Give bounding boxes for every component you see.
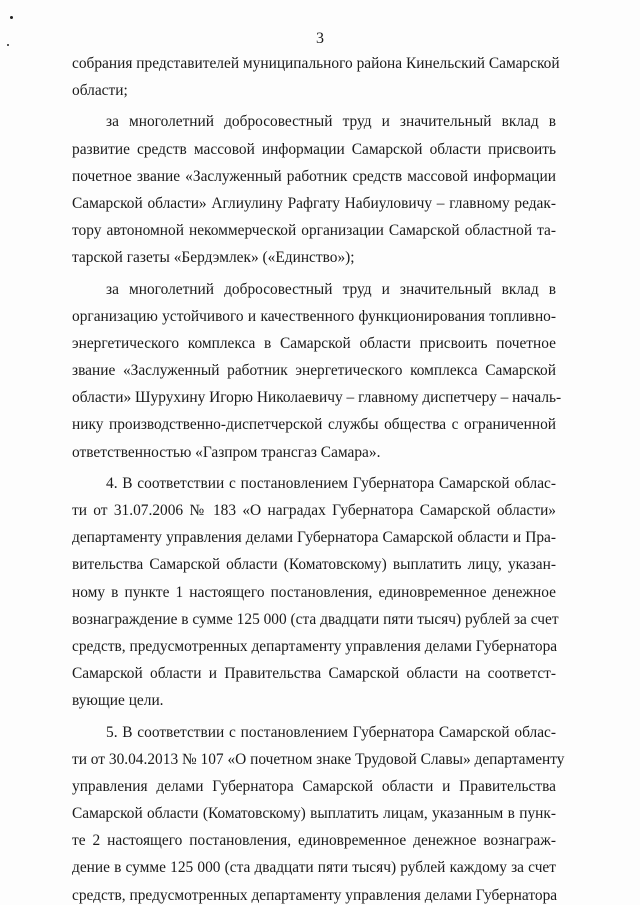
text-line: ти от 31.07.2006 № 183 «О наградах Губернатора Самарской области» — [72, 502, 556, 519]
paragraph — [72, 108, 556, 271]
text-line: области; — [72, 82, 128, 100]
text-line: средств, предусмотренных департаменту управления делами Губернатора — [72, 886, 558, 904]
paragraph — [72, 470, 559, 715]
text-line: за многолетний добросовестный труд и значительный вклад в — [106, 113, 556, 131]
text-line: Самарской области и Правительства Самарской области на соответст- — [72, 665, 556, 683]
text-line: почетное звание «Заслуженный работник средств массовой информации — [72, 167, 556, 185]
scan-speck — [10, 16, 13, 19]
text-line: те 2 настоящего постановления, единовременное денежное вознаграж- — [72, 832, 556, 850]
text-line: департаменту управления делами Губернатора Самарской области и Пра- — [72, 529, 556, 547]
page-number: 3 — [316, 30, 324, 47]
text-line: тарской газеты «Бердэмлек» («Единство»); — [72, 249, 355, 267]
text-line: вознаграждение в сумме 125 000 (ста двадцати пяти тысяч) рублей за счет — [72, 610, 559, 628]
text-line: дение в сумме 125 000 (ста двадцати пяти тысяч) рублей каждому за счет — [72, 859, 556, 877]
paragraph — [72, 276, 562, 466]
paragraph — [72, 50, 560, 104]
text-line: энергетического комплекса в Самарской области присвоить почетное — [72, 334, 556, 352]
text-line: собрания представителей муниципального района Кинельский Самарской — [72, 55, 560, 72]
text-line: ответственностью «Газпром трансгаз Самара». — [72, 443, 381, 461]
document-body — [72, 50, 565, 909]
text-line: организацию устойчивого и качественного функционирования топливно- — [72, 307, 556, 325]
text-line: нику производственно-диспетчерской службы общества с ограниченной — [72, 416, 556, 434]
text-line: ному в пункте 1 настоящего постановления, единовременное денежное — [72, 583, 556, 601]
paragraph — [72, 719, 565, 909]
text-line: 4. В соответствии с постановлением Губернатора Самарской облас- — [106, 474, 556, 492]
text-line: 5. В соответствии с постановлением Губернатора Самарской облас- — [106, 723, 556, 741]
text-line: средств, предусмотренных департаменту управления делами Губернатора — [72, 637, 558, 655]
text-line: Самарской области (Коматовскому) выплатить лицам, указанным в пунк- — [72, 805, 556, 823]
text-line: Самарской области» Аглиулину Рафгату Набиуловичу – главному редак- — [72, 194, 556, 212]
text-line: за многолетний добросовестный труд и значительный вклад в — [106, 280, 556, 298]
text-line: управления делами Губернатора Самарской области и Правительства — [72, 777, 556, 795]
text-line: звание «Заслуженный работник энергетического комплекса Самарской — [72, 362, 556, 380]
text-line: ти от 30.04.2013 № 107 «О почетном знаке Трудовой Славы» департаменту — [72, 750, 565, 768]
text-line: вующие цели. — [72, 692, 164, 710]
text-line: развитие средств массовой информации Самарской области присвоить — [72, 140, 556, 158]
text-line: области» Шурухину Игорю Николаевичу – главному диспетчеру – началь- — [72, 389, 562, 407]
text-line: вительства Самарской области (Коматовскому) выплатить лицу, указан- — [72, 556, 556, 574]
text-line: тору автономной некоммерческой организации Самарской областной та- — [72, 222, 556, 240]
